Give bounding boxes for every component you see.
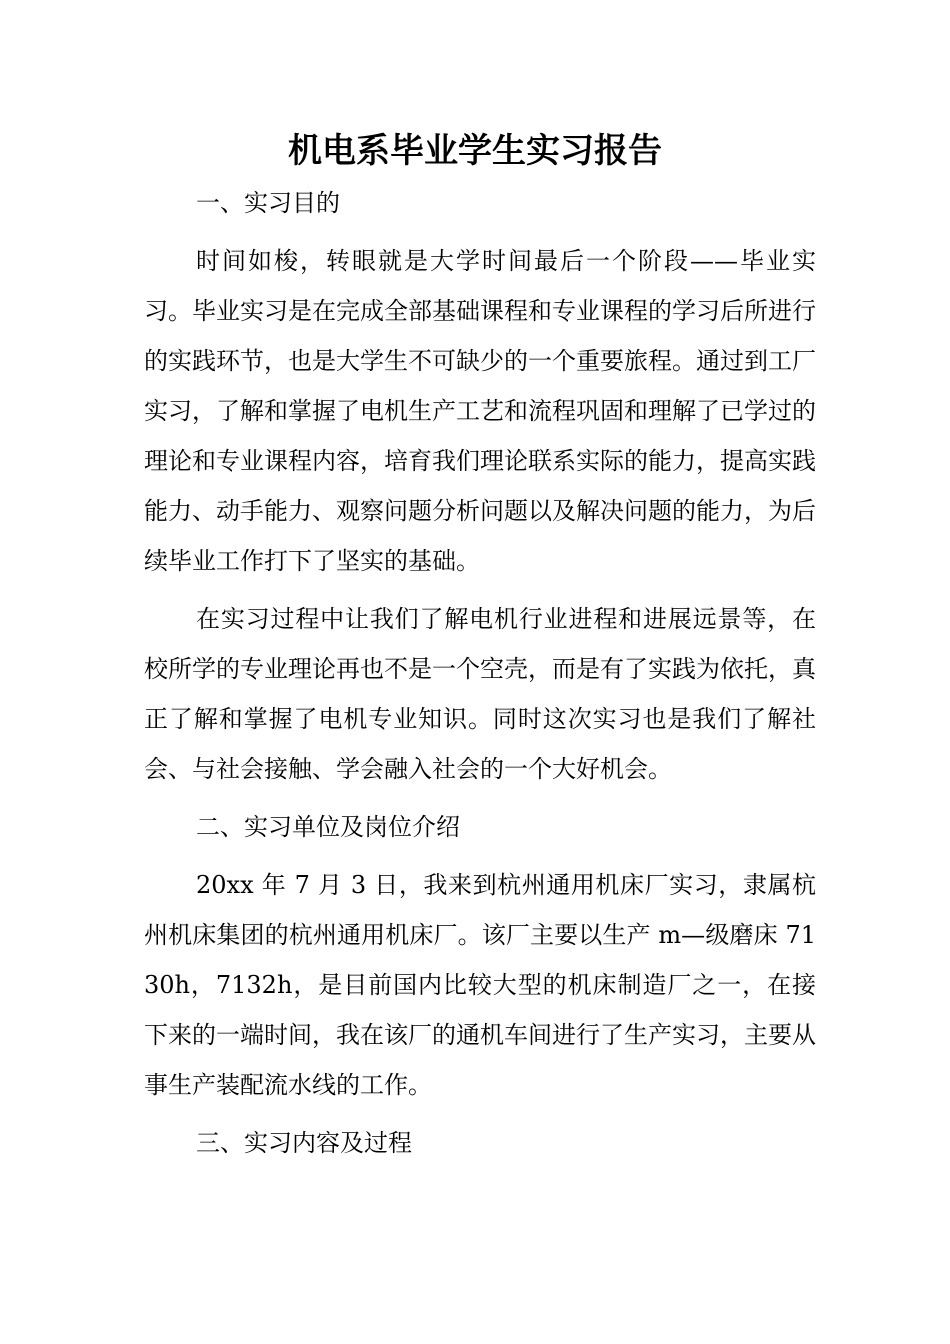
section-heading-purpose: 一、实习目的 (196, 189, 340, 217)
document-title: 机电系毕业学生实习报告 (288, 131, 662, 171)
document-body (144, 178, 816, 1168)
paragraph-purpose-1: 时间如梭，转眼就是大学时间最后一个阶段——毕业实习。毕业实习是在完成全部基础课程和专业课程的学习后所进行的实践环节，也是大学生不可缺少的一个重要旅程。通过到工厂实习，了解和掌握了电机生产工艺和流程巩固和理解了已学过的理论和专业课程内容，培育我们理论联系实际的能力，提高实践能力、动手能力、观察问题分析问题以及解决问题的能力，为后续毕业工作打下了坚实的基础。 (144, 247, 816, 575)
section-heading-unit: 二、实习单位及岗位介绍 (196, 813, 460, 841)
paragraph-unit-1: 20xx 年 7 月 3 日，我来到杭州通用机床厂实习，隶属杭州机床集团的杭州通用机床厂。该厂主要以生产 m—级磨床 7130h，7132h，是目前国内比较大型的机床制造厂之一，在接下来的一端时间，我在该厂的通机车间进行了生产实习，主要从事生产装配流水线的工作。 (144, 871, 816, 1099)
paragraph-purpose-2: 在实习过程中让我们了解电机行业进程和进展远景等，在校所学的专业理论再也不是一个空壳，而是有了实践为依托，真正了解和掌握了电机专业知识。同时这次实习也是我们了解社会、与社会接触、学会融入社会的一个大好机会。 (144, 605, 816, 783)
section-heading-content: 三、实习内容及过程 (196, 1129, 412, 1157)
